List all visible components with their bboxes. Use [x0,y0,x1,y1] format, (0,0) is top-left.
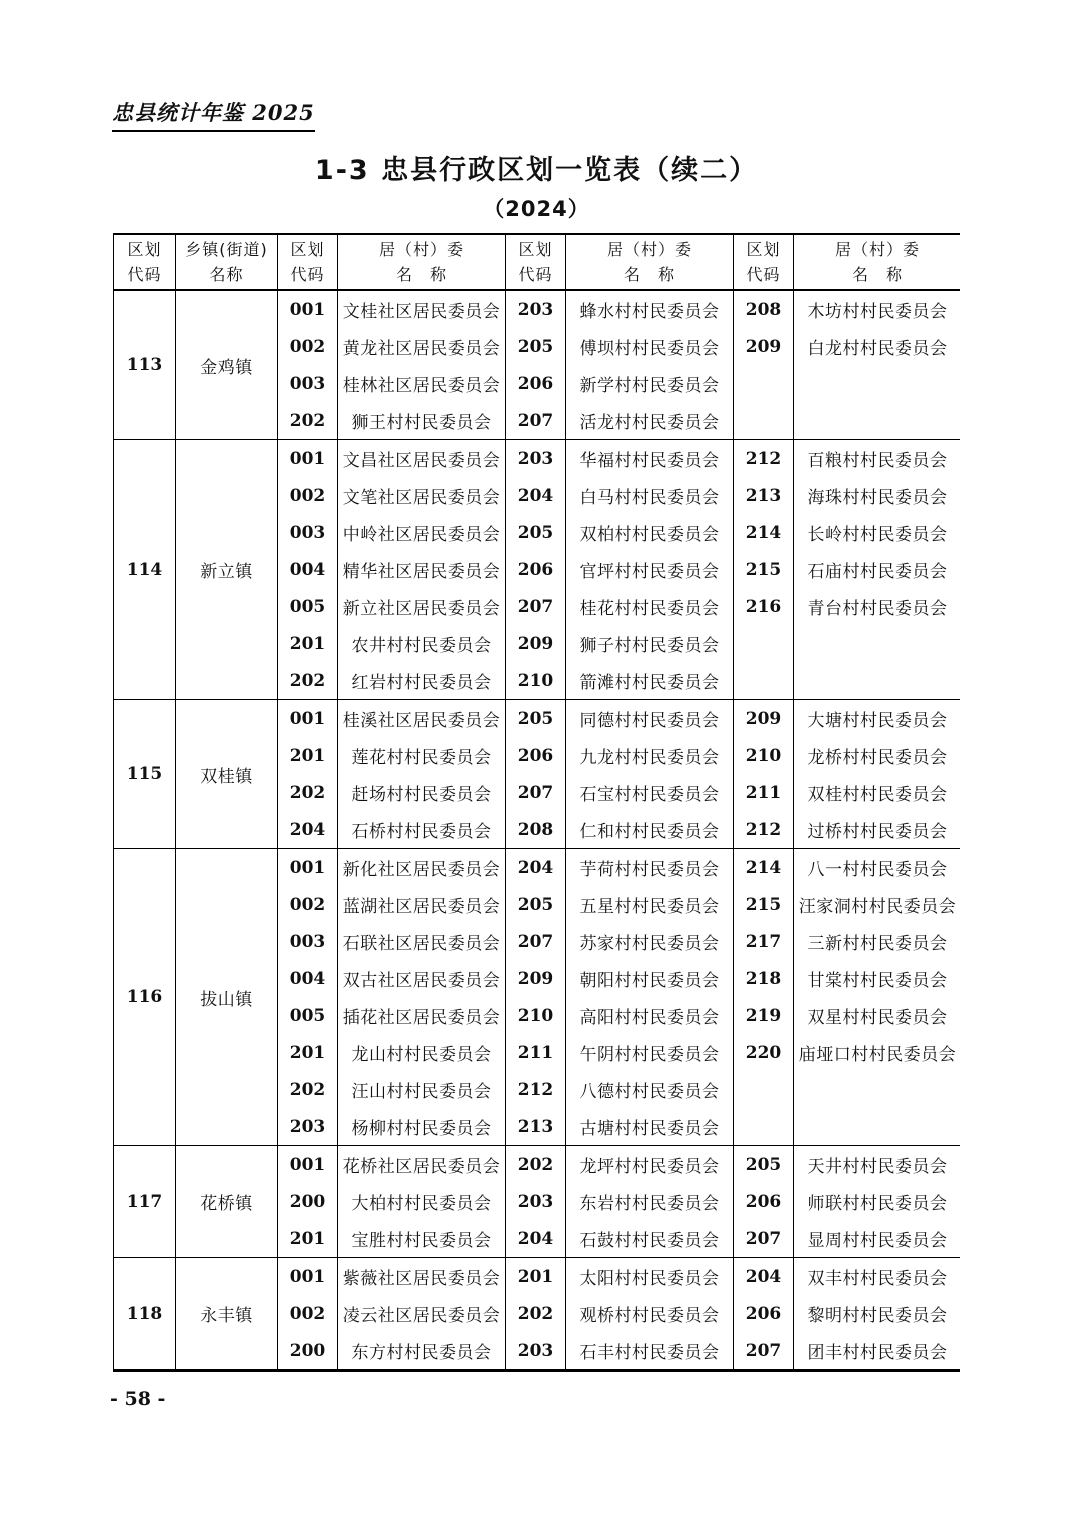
town-code-cell: 113 [114,291,176,439]
committee-name: 新化社区居民委员会 [342,860,501,880]
committee-code: 200 [289,1340,326,1361]
committee-name [794,662,961,699]
committee-name: 仁和村村民委员会 [579,822,720,842]
committee-code-column [278,291,338,439]
header-line: 区划 [290,240,325,259]
committee-name: 花桥社区居民委员会 [342,1157,501,1177]
committee-code: 201 [289,633,326,654]
town-block [114,849,960,1146]
committee-code-column [734,440,794,699]
town-block [114,700,960,849]
committee-code: 213 [745,485,782,506]
header-line: 居（村）委 [834,240,920,259]
committee-name-column [566,700,734,848]
committee-code: 208 [517,819,554,840]
committee-code: 215 [745,559,782,580]
committee-code: 206 [745,1303,782,1324]
committee-code: 213 [517,1116,554,1137]
committee-name: 蓝湖社区居民委员会 [342,897,501,917]
committee-code: 002 [289,894,326,915]
committee-code: 207 [745,1228,782,1249]
committee-name: 大塘村村民委员会 [807,711,948,731]
committee-code: 207 [745,1340,782,1361]
committee-name [794,1108,961,1145]
header-line: 代码 [290,265,325,284]
committee-name: 文昌社区居民委员会 [342,451,501,471]
committee-name: 杨柳村村民委员会 [351,1119,492,1139]
header-line: 居（村）委 [606,240,692,259]
committee-code: 210 [517,670,554,691]
committee-name: 八一村村民委员会 [807,860,948,880]
committee-name: 白龙村村民委员会 [807,339,948,359]
committee-code: 004 [289,559,326,580]
table-body [114,291,960,1369]
committee-name-column [338,849,506,1145]
committee-code: 002 [289,336,326,357]
committee-code [734,662,793,699]
committee-code: 209 [745,708,782,729]
header-division-code [114,235,176,289]
committee-code: 218 [745,968,782,989]
committee-name: 凌云社区居民委员会 [342,1306,501,1326]
committee-name: 苏家村村民委员会 [579,934,720,954]
committee-name-column [794,849,961,1145]
committee-code: 219 [745,1005,782,1026]
committee-name: 石宝村村民委员会 [579,785,720,805]
committee-name: 芋荷村村民委员会 [579,860,720,880]
committee-name: 大柏村村民委员会 [351,1194,492,1214]
town-block [114,440,960,700]
committee-code: 202 [289,670,326,691]
header-committee-name [794,235,961,289]
header-line: 代码 [746,265,781,284]
committee-name: 八德村村民委员会 [579,1082,720,1102]
header-line: 乡镇(街道) [185,240,268,259]
committee-code: 207 [517,782,554,803]
committee-name: 农井村村民委员会 [351,636,492,656]
header-division-code [734,235,794,289]
committee-code-column [506,1146,566,1257]
town-name-cell: 花桥镇 [176,1146,278,1257]
committee-code-column [278,849,338,1145]
committee-name: 朝阳村村民委员会 [579,971,720,991]
committee-code-column [278,700,338,848]
committee-code: 205 [517,708,554,729]
committee-code: 205 [517,894,554,915]
committee-name: 双古社区居民委员会 [342,971,501,991]
committee-code: 216 [745,596,782,617]
committee-name: 五星村村民委员会 [579,897,720,917]
committee-name: 白马村村民委员会 [579,488,720,508]
committee-code: 201 [289,1042,326,1063]
committee-code: 202 [517,1154,554,1175]
committee-code: 207 [517,596,554,617]
committee-code: 220 [745,1042,782,1063]
committee-name: 石丰村村民委员会 [579,1343,720,1363]
committee-code: 003 [289,931,326,952]
committee-code: 204 [745,1266,782,1287]
title-block [113,148,960,223]
committee-name-column [566,1146,734,1257]
committee-name: 石鼓村村民委员会 [579,1231,720,1251]
committee-name: 观桥村村民委员会 [579,1306,720,1326]
committee-code: 201 [289,745,326,766]
committee-name: 黄龙社区居民委员会 [342,339,501,359]
committee-code: 203 [517,1340,554,1361]
committee-code: 205 [745,1154,782,1175]
committee-code: 001 [289,448,326,469]
committee-code: 005 [289,1005,326,1026]
committee-name: 傅坝村村民委员会 [579,339,720,359]
table-year-subtitle: （2024） [483,197,590,221]
committee-code: 212 [517,1079,554,1100]
town-block [114,291,960,440]
page-number: - 58 - [110,1388,166,1410]
committee-code: 211 [517,1042,554,1063]
committee-name: 青台村村民委员会 [807,599,948,619]
committee-name: 天井村村民委员会 [807,1157,948,1177]
committee-code: 214 [745,857,782,878]
committee-name: 过桥村村民委员会 [807,822,948,842]
committee-name: 百粮村村民委员会 [807,451,948,471]
committee-name-column [794,440,961,699]
book-title: 忠县统计年鉴 2025 [112,97,315,132]
committee-code [734,365,793,402]
committee-code: 210 [745,745,782,766]
committee-code: 005 [289,596,326,617]
header-town-name [176,235,278,289]
committee-name-column [338,291,506,439]
committee-name [794,625,961,662]
committee-name: 双丰村村民委员会 [807,1269,948,1289]
committee-code: 206 [517,745,554,766]
committee-code: 003 [289,522,326,543]
town-name-cell: 永丰镇 [176,1258,278,1369]
committee-code-column [734,849,794,1145]
committee-code: 205 [517,336,554,357]
committee-name: 红岩村村民委员会 [351,673,492,693]
committee-name: 午阴村村民委员会 [579,1045,720,1065]
header-division-code [506,235,566,289]
committee-code: 207 [517,410,554,431]
committee-name-column [794,700,961,848]
committee-code: 206 [517,373,554,394]
committee-code: 209 [517,633,554,654]
committee-name: 木坊村村民委员会 [807,302,948,322]
committee-name-column [794,1146,961,1257]
committee-name-column [566,849,734,1145]
committee-code: 204 [517,1228,554,1249]
committee-code [734,625,793,662]
committee-code: 001 [289,857,326,878]
committee-name: 石桥村村民委员会 [351,822,492,842]
header-line: 代码 [127,265,162,284]
committee-code-column [506,700,566,848]
committee-name-column [566,291,734,439]
committee-code [734,1108,793,1145]
committee-name: 双柏村村民委员会 [579,525,720,545]
committee-code: 201 [517,1266,554,1287]
committee-name: 石联社区居民委员会 [342,934,501,954]
committee-name: 显周村村民委员会 [807,1231,948,1251]
committee-code: 214 [745,522,782,543]
committee-code [734,402,793,439]
committee-name: 活龙村村民委员会 [579,413,720,433]
header-line: 名 称 [851,265,903,284]
committee-code: 001 [289,1154,326,1175]
committee-name: 古塘村村民委员会 [579,1119,720,1139]
committee-code-column [734,1258,794,1369]
committee-name: 新立社区居民委员会 [342,599,501,619]
town-code-cell: 118 [114,1258,176,1369]
header-line: 名称 [209,265,244,284]
admin-division-table [113,233,960,1372]
committee-code: 004 [289,968,326,989]
committee-name: 太阳村村民委员会 [579,1269,720,1289]
header-line: 区划 [518,240,553,259]
committee-name: 文笔社区居民委员会 [342,488,501,508]
committee-code: 001 [289,299,326,320]
header-line: 代码 [518,265,553,284]
committee-name-column [794,1258,961,1369]
committee-name: 东岩村村民委员会 [579,1194,720,1214]
committee-code: 202 [289,782,326,803]
header-line: 居（村）委 [378,240,464,259]
committee-name: 庙垭口村村民委员会 [798,1045,957,1065]
committee-code: 210 [517,1005,554,1026]
committee-code: 003 [289,373,326,394]
committee-code: 205 [517,522,554,543]
committee-name: 双桂村村民委员会 [807,785,948,805]
committee-code: 203 [517,448,554,469]
committee-code: 002 [289,1303,326,1324]
committee-name: 精华社区居民委员会 [342,562,501,582]
header-division-code [278,235,338,289]
committee-code: 200 [289,1191,326,1212]
committee-code-column [734,291,794,439]
committee-code: 212 [745,819,782,840]
committee-code: 204 [517,485,554,506]
committee-name: 桂花村村民委员会 [579,599,720,619]
committee-name: 东方村村民委员会 [351,1343,492,1363]
committee-code: 202 [517,1303,554,1324]
committee-name: 宝胜村村民委员会 [351,1231,492,1251]
town-name-cell: 金鸡镇 [176,291,278,439]
committee-name-column [338,700,506,848]
committee-name: 赶场村村民委员会 [351,785,492,805]
committee-code-column [278,440,338,699]
committee-code: 206 [517,559,554,580]
committee-name: 海珠村村民委员会 [807,488,948,508]
header-line: 名 称 [395,265,447,284]
committee-code: 002 [289,485,326,506]
committee-code: 201 [289,1228,326,1249]
committee-name: 官坪村村民委员会 [579,562,720,582]
committee-name: 紫薇社区居民委员会 [342,1269,501,1289]
committee-code-column [278,1258,338,1369]
committee-name: 插花社区居民委员会 [342,1008,501,1028]
committee-name: 九龙村村民委员会 [579,748,720,768]
committee-code-column [734,1146,794,1257]
committee-code-column [506,440,566,699]
committee-code: 204 [517,857,554,878]
town-code-cell: 115 [114,700,176,848]
committee-code-column [734,700,794,848]
committee-name: 狮子村村民委员会 [579,636,720,656]
committee-name: 龙坪村村民委员会 [579,1157,720,1177]
committee-name: 汪家洞村村民委员会 [798,897,957,917]
committee-name: 龙山村村民委员会 [351,1045,492,1065]
committee-code-column [506,849,566,1145]
committee-name [794,1071,961,1108]
committee-name: 石庙村村民委员会 [807,562,948,582]
committee-name: 蜂水村村民委员会 [579,302,720,322]
committee-name [794,365,961,402]
committee-name: 双星村村民委员会 [807,1008,948,1028]
committee-name: 莲花村村民委员会 [351,748,492,768]
committee-name: 同德村村民委员会 [579,711,720,731]
committee-code: 215 [745,894,782,915]
committee-name-column [794,291,961,439]
town-block [114,1258,960,1369]
committee-code: 209 [745,336,782,357]
committee-code: 204 [289,819,326,840]
committee-name: 桂溪社区居民委员会 [342,711,501,731]
committee-code-column [278,1146,338,1257]
committee-code: 211 [745,782,782,803]
committee-code: 203 [517,299,554,320]
committee-name-column [566,440,734,699]
committee-name: 黎明村村民委员会 [807,1306,948,1326]
committee-code: 001 [289,1266,326,1287]
committee-name-column [338,440,506,699]
committee-code: 207 [517,931,554,952]
committee-code-column [506,291,566,439]
header-committee-name [338,235,506,289]
committee-name [794,402,961,439]
town-name-cell: 双桂镇 [176,700,278,848]
committee-name: 龙桥村村民委员会 [807,748,948,768]
town-name-cell: 新立镇 [176,440,278,699]
committee-code [734,1071,793,1108]
table-title: 1-3 忠县行政区划一览表（续二） [314,155,759,186]
committee-name: 中岭社区居民委员会 [342,525,501,545]
town-code-cell: 116 [114,849,176,1145]
committee-name-column [566,1258,734,1369]
committee-name: 华福村村民委员会 [579,451,720,471]
town-code-cell: 114 [114,440,176,699]
committee-code: 212 [745,448,782,469]
committee-name: 高阳村村民委员会 [579,1008,720,1028]
committee-name: 师联村村民委员会 [807,1194,948,1214]
committee-name: 桂林社区居民委员会 [342,376,501,396]
committee-code: 208 [745,299,782,320]
table-header [114,235,960,291]
committee-code: 217 [745,931,782,952]
town-name-cell: 拔山镇 [176,849,278,1145]
committee-name: 汪山村村民委员会 [351,1082,492,1102]
committee-code: 206 [745,1191,782,1212]
header-line: 名 称 [623,265,675,284]
header-committee-name [566,235,734,289]
committee-code: 203 [517,1191,554,1212]
header-line: 区划 [746,240,781,259]
committee-name: 文桂社区居民委员会 [342,302,501,322]
header-line: 区划 [127,240,162,259]
committee-name: 甘棠村村民委员会 [807,971,948,991]
town-code-cell: 117 [114,1146,176,1257]
committee-name: 箭滩村村民委员会 [579,673,720,693]
town-block [114,1146,960,1258]
committee-code: 202 [289,1079,326,1100]
committee-code-column [506,1258,566,1369]
committee-name: 团丰村村民委员会 [807,1343,948,1363]
committee-name: 狮王村村民委员会 [351,413,492,433]
committee-name-column [338,1146,506,1257]
committee-name: 新学村村民委员会 [579,376,720,396]
committee-name: 长岭村村民委员会 [807,525,948,545]
committee-name: 三新村村民委员会 [807,934,948,954]
committee-code: 209 [517,968,554,989]
committee-code: 203 [289,1116,326,1137]
committee-code: 202 [289,410,326,431]
committee-name-column [338,1258,506,1369]
committee-code: 001 [289,708,326,729]
